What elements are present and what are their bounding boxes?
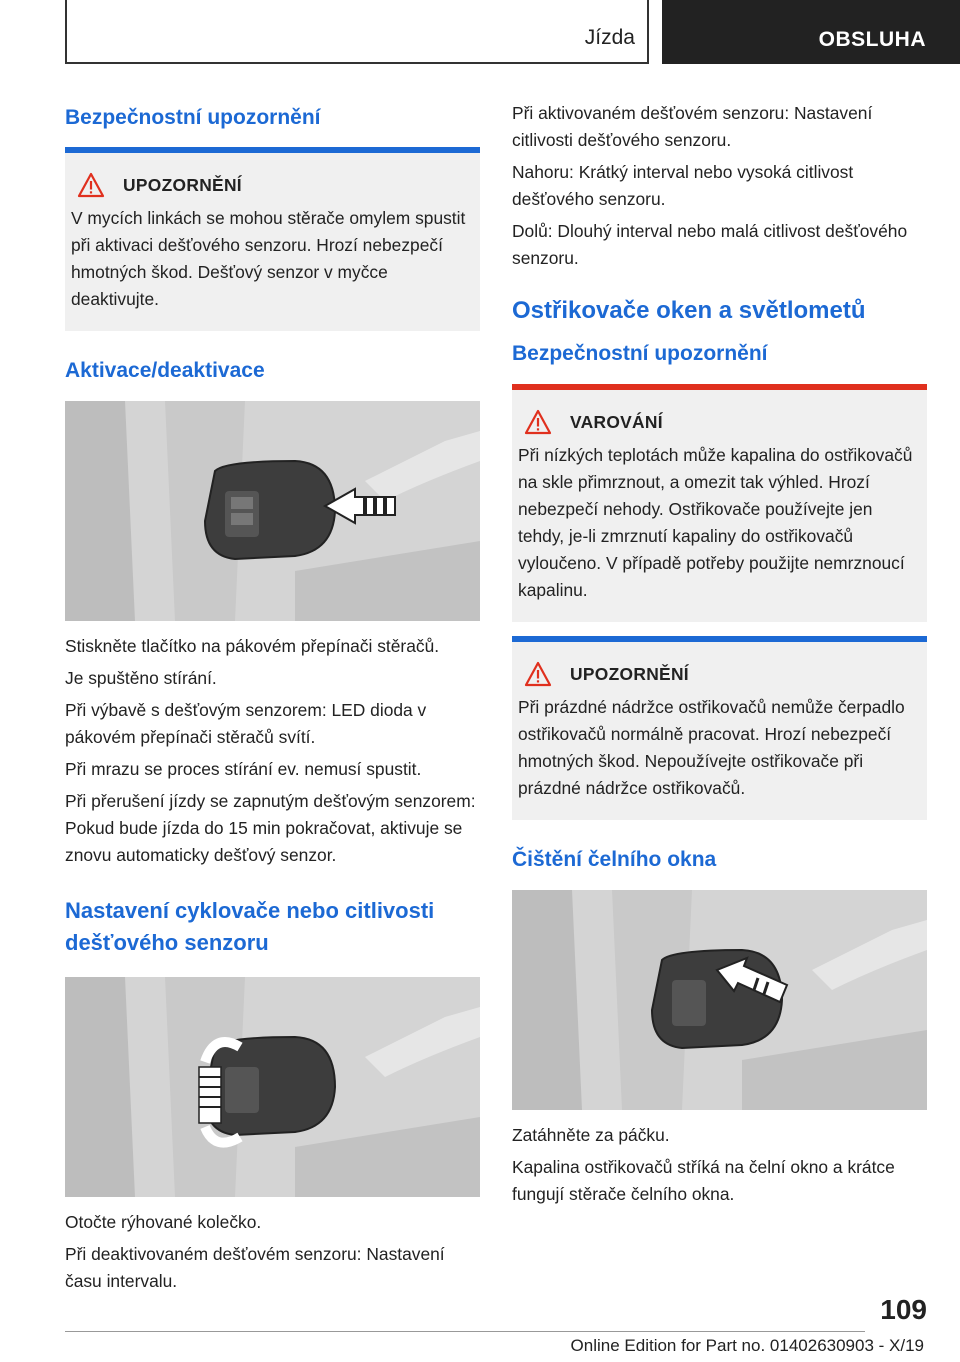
sensitivity-up: Nahoru: Krátký interval nebo vysoká citlivost dešťového senzoru. bbox=[512, 162, 854, 209]
activation-led-note: Při výbavě s dešťovým senzorem: LED dioda v pákovém přepínači stěračů svítí. bbox=[65, 700, 427, 747]
footer-edition: Online Edition for Part no. 01402630903 - X/19 bbox=[570, 1336, 924, 1355]
warning-triangle-icon bbox=[524, 661, 552, 687]
caution-box bbox=[65, 147, 480, 331]
activation-step-1: Stiskněte tlačítko na pákovém přepínači stěračů. bbox=[65, 636, 440, 656]
settings-step: Otočte rýhované kolečko. bbox=[65, 1212, 262, 1232]
activation-interrupt-note: Při přerušení jízdy se zapnutým dešťovým senzorem: Pokud bude jízda do 15 min pokračovat, aktivuje se znovu automaticky dešťový senzor. bbox=[65, 791, 476, 865]
warning-triangle-icon bbox=[77, 172, 105, 198]
activation-result: Je spuštěno stírání. bbox=[65, 668, 217, 688]
chapter-tab-label: OBSLUHA bbox=[818, 28, 926, 51]
page-number: 109 bbox=[880, 1294, 927, 1325]
settings-interval-note: Při deaktivovaném dešťovém senzoru: Nastavení času intervalu. bbox=[65, 1244, 445, 1291]
sensitivity-down: Dolů: Dlouhý interval nebo malá citlivost dešťového senzoru. bbox=[512, 221, 908, 268]
heading-activation: Aktivace/deaktivace bbox=[65, 359, 265, 382]
warning-text: Při nízkých teplotách může kapalina do ostřikovačů na skle přimrznout, a omezit tak výhled. Hrozí nebezpečí nehody. Ostřikovače používejte jen tehdy, je-li zmrznutí kapaliny do ostřikovačů vyloučeno. V případě potřeby použijte nemrznoucí kapalinu. bbox=[518, 445, 913, 600]
header-frame bbox=[65, 0, 649, 64]
heading-cleaning: Čištění čelního okna bbox=[512, 848, 717, 871]
cleaning-result: Kapalina ostřikovačů stříká na čelní okno a krátce fungují stěrače čelního okna. bbox=[512, 1157, 895, 1204]
warning-triangle-icon bbox=[524, 409, 552, 435]
caution-text: V mycích linkách se mohou stěrače omylem spustit při aktivaci dešťového senzoru. Hrozí nebezpečí hmotných škod. Dešťový senzor v myčce deaktivujte. bbox=[71, 208, 466, 309]
sensitivity-note: Při aktivovaném dešťovém senzoru: Nastavení citlivosti dešťového senzoru. bbox=[512, 103, 873, 150]
footer-rule bbox=[65, 1331, 865, 1332]
chapter-tab bbox=[662, 0, 960, 64]
heading-settings: Nastavení cyklovače nebo citlivosti dešťového senzoru bbox=[65, 898, 435, 955]
caution-text-2: Při prázdné nádržce ostřikovačů nemůže čerpadlo ostřikovačů normálně pracovat. Hrozí nebezpečí hmotných škod. Nepoužívejte ostřikovače při prázdné nádržce ostřikovačů. bbox=[518, 697, 905, 798]
caution-box-2 bbox=[512, 636, 927, 820]
heading-safety-2: Bezpečnostní upozornění bbox=[512, 342, 768, 365]
pull-lever-illustration bbox=[512, 890, 927, 1110]
knurled-wheel-illustration bbox=[65, 977, 480, 1197]
warning-title: VAROVÁNÍ bbox=[570, 411, 663, 432]
caution-title: UPOZORNĚNÍ bbox=[123, 174, 242, 195]
heading-safety: Bezpečnostní upozornění bbox=[65, 106, 321, 129]
caution-title-2: UPOZORNĚNÍ bbox=[570, 663, 689, 684]
activation-frost-note: Při mrazu se proces stírání ev. nemusí spustit. bbox=[65, 759, 422, 779]
left-column bbox=[65, 100, 480, 1295]
cleaning-step: Zatáhněte za páčku. bbox=[512, 1125, 670, 1145]
wiper-stalk-button-illustration bbox=[65, 401, 480, 621]
heading-washers: Ostřikovače oken a světlometů bbox=[512, 297, 866, 324]
right-column bbox=[512, 100, 927, 1208]
section-title: Jízda bbox=[584, 26, 635, 49]
warning-box bbox=[512, 384, 927, 622]
